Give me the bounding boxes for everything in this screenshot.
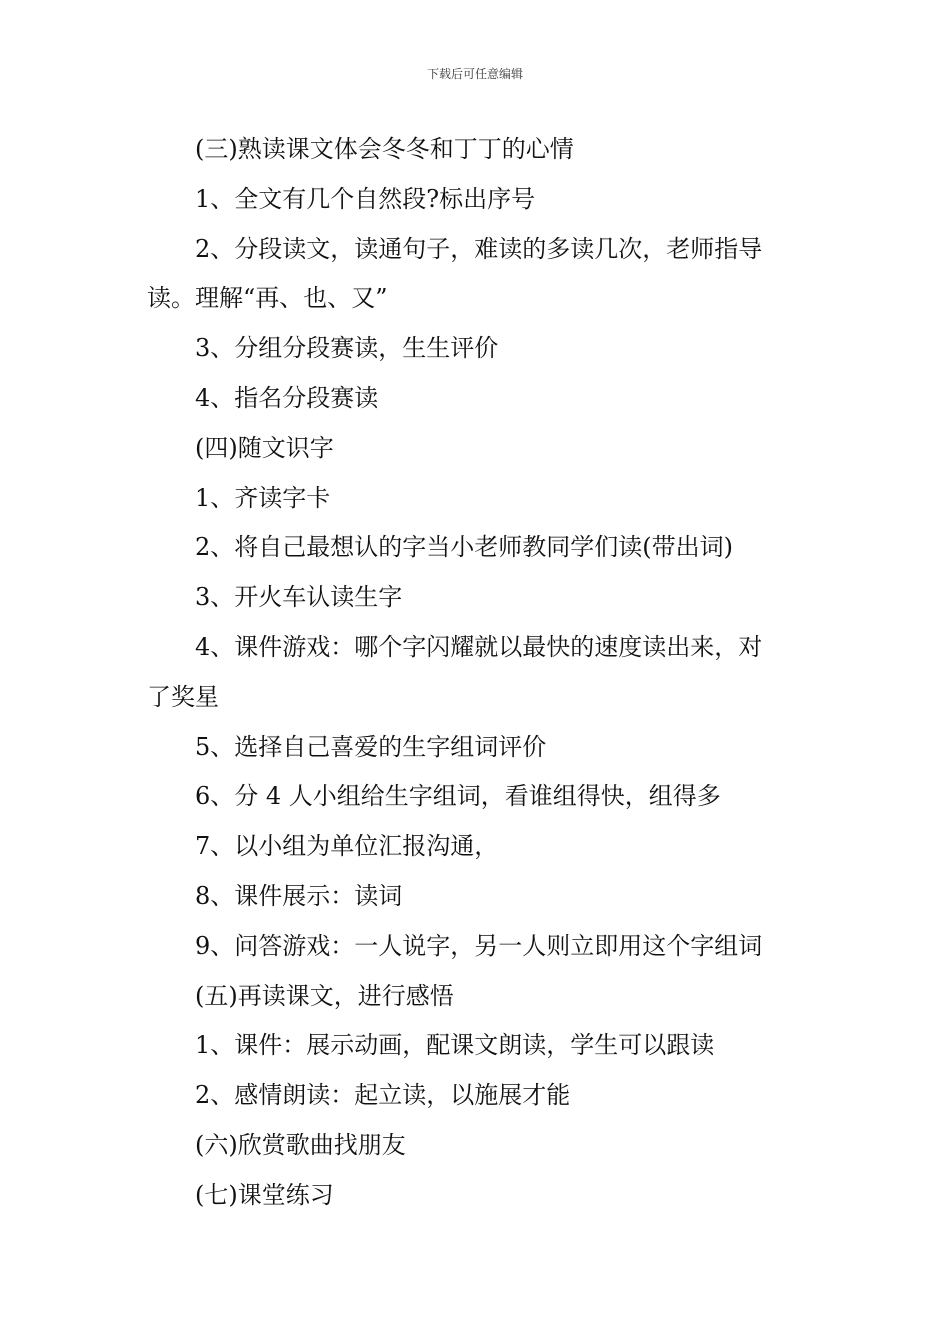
text-line: 9、问答游戏：一人说字，另一人则立即用这个字组词 [195,931,763,960]
text-line: 8、课件展示：读词 [195,881,403,910]
text-line: 1、全文有几个自然段?标出序号 [195,184,536,213]
text-line: (四)随文识字 [195,433,334,462]
text-line: 6、分 4 人小组给生字组词，看谁组得快，组得多 [195,782,721,811]
text-line: 1、课件：展示动画，配课文朗读，学生可以跟读 [195,1031,715,1060]
text-line: 读。理解“再、也、又” [147,284,388,313]
page-header: 下载后可任意编辑 [426,67,523,81]
text-line: (三)熟读课文体会冬冬和丁丁的心情 [195,135,574,163]
text-line: 3、分组分段赛读，生生评价 [195,334,499,363]
text-line: 3、开火车认读生字 [195,583,403,612]
text-line: (五)再读课文，进行感悟 [195,981,454,1010]
text-line: 4、课件游戏：哪个字闪耀就以最快的速度读出来，对 [195,632,763,661]
text-line: (六)欣赏歌曲找朋友 [195,1130,406,1159]
text-line: (七)课堂练习 [195,1180,334,1209]
text-line: 了奖星 [147,682,219,711]
text-line: 4、指名分段赛读 [195,383,379,412]
document-body [147,125,812,1221]
text-line: 1、齐读字卡 [195,483,331,512]
text-line: 2、分段读文，读通句子，难读的多读几次，老师指导 [195,234,763,263]
text-line: 7、以小组为单位汇报沟通， [195,832,499,861]
text-line: 2、感情朗读：起立读，以施展才能 [195,1081,571,1110]
text-line: 5、选择自己喜爱的生字组词评价 [195,732,547,761]
text-line: 2、将自己最想认的字当小老师教同学们读(带出词) [195,533,733,562]
